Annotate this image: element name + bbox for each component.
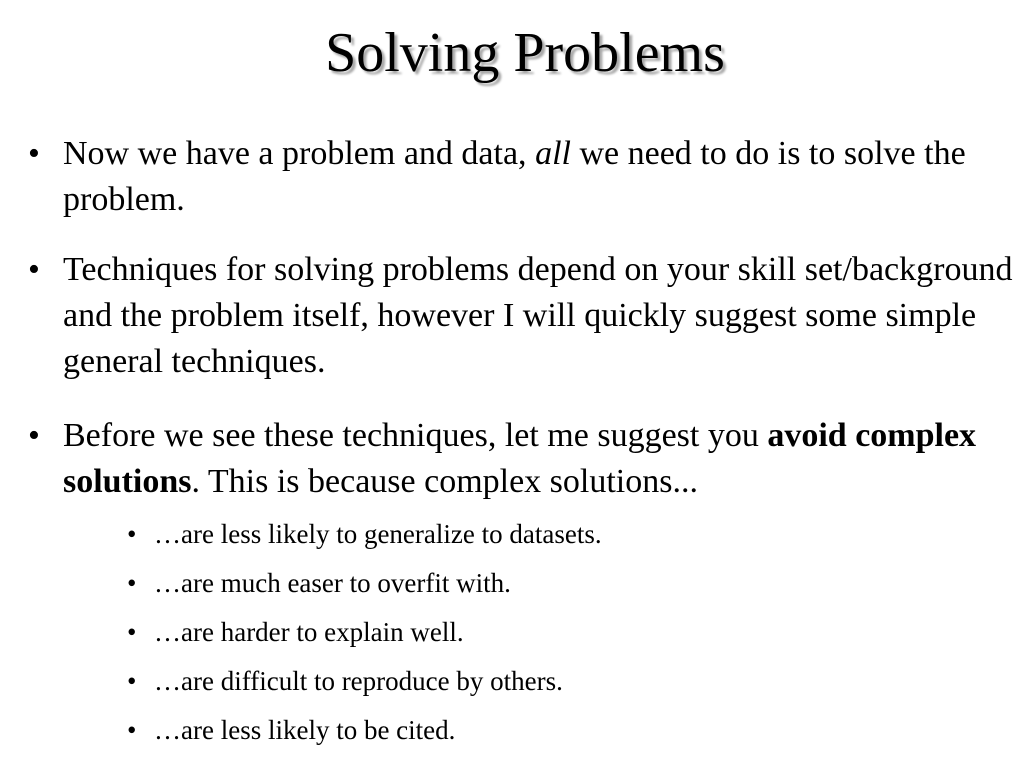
slide-title: Solving Problems (325, 22, 725, 84)
sub-bullet-symbol: • (127, 715, 137, 745)
sub-bullet-symbol: • (127, 617, 137, 647)
bullet-text: Techniques for solving problems depend on your skill set/background and the problem itself, however I will quickly suggest some simple general techniques. (63, 251, 1013, 380)
sub-bullet-text: …are harder to explain well. (154, 617, 464, 647)
sub-bullet-text: …are less likely to be cited. (154, 715, 456, 745)
bullet-text-part: Now we have a problem and data, (63, 135, 536, 172)
bullet-text (63, 413, 1023, 505)
sub-bullet-text: …are much easer to overfit with. (154, 568, 511, 598)
bullet-text-part: Before we see these techniques, let me suggest you (63, 417, 768, 454)
sub-bullet-text: …are difficult to reproduce by others. (154, 666, 563, 696)
sub-bullet-symbol: • (127, 568, 137, 598)
bullet-symbol: • (28, 417, 40, 454)
bullet-symbol: • (28, 251, 40, 288)
bullet-strong: avoid complex solutions (63, 417, 977, 500)
sub-bullet-symbol: • (127, 519, 137, 549)
bullet-text (63, 131, 1023, 223)
bullet-symbol: • (28, 135, 40, 172)
bullet-text-part: we need to do is to solve the problem. (63, 135, 966, 218)
sub-bullet-symbol: • (127, 666, 137, 696)
bullet-text-part: . This is because complex solutions... (191, 463, 698, 500)
sub-bullet-text: …are less likely to generalize to datasets. (154, 519, 602, 549)
bullet-emphasis: all (535, 135, 571, 172)
